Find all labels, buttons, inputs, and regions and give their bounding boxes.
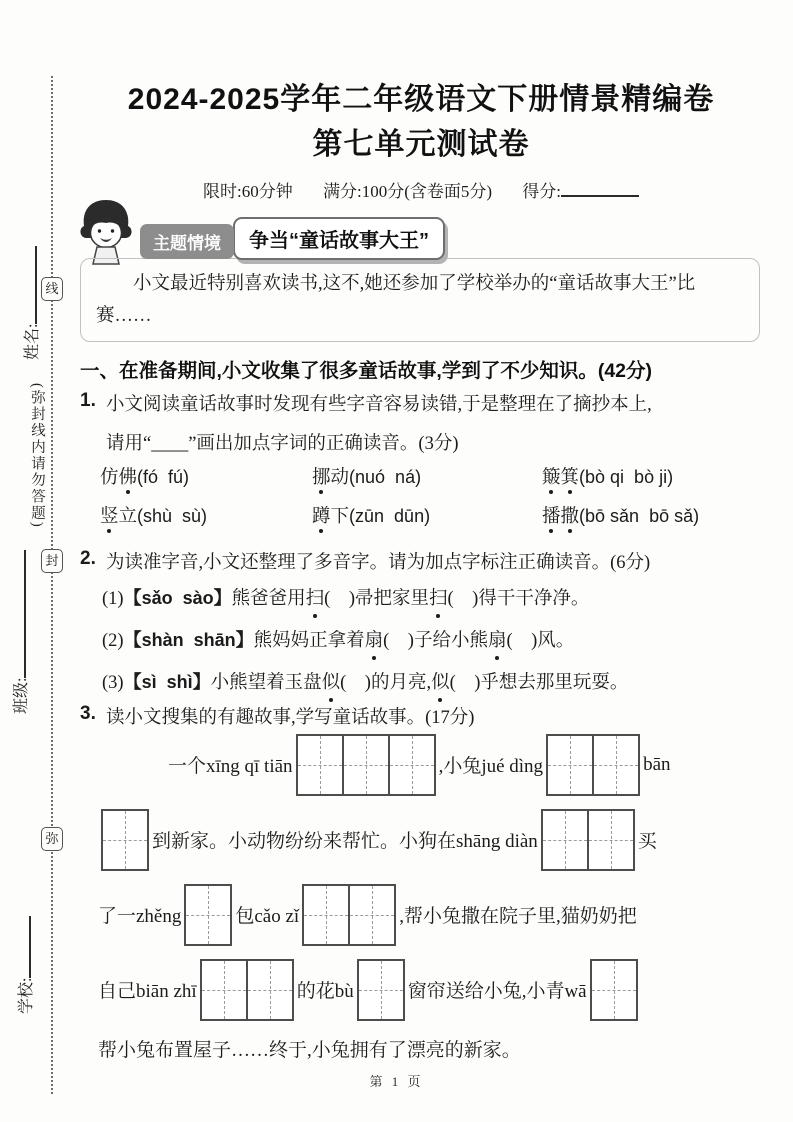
dotted-char: 蹲: [312, 502, 331, 528]
word-pinyin: (bō sǎn bō sǎ): [579, 506, 700, 526]
polyphone-item: [102, 585, 762, 613]
name-blank: [22, 246, 37, 324]
writing-grid-1: [357, 959, 405, 1021]
item-sentence: 小熊望着玉盘似( )的月亮,似( )乎想去那里玩耍。: [211, 673, 629, 693]
pinyin-word: [542, 502, 699, 528]
dotted-char: 播: [542, 502, 561, 528]
dotted-char: 佛: [119, 463, 138, 489]
dotted-char: 挪: [312, 463, 331, 489]
grid-cell: [592, 961, 636, 1019]
writing-grid-1: [101, 809, 149, 871]
class-label: 班级:: [13, 677, 30, 714]
story-text: 帮小兔布置屋子……终于,小兔拥有了漂亮的新家。: [98, 1039, 521, 1061]
writing-grid-2: [200, 959, 294, 1021]
story-line: [168, 727, 766, 802]
question-3: [80, 703, 474, 729]
scenario-intro-box: [80, 258, 760, 342]
story-line: [98, 877, 766, 952]
item-number: (2): [102, 631, 124, 651]
time-limit: 限时:60分钟: [202, 182, 293, 201]
grid-cell: [202, 961, 248, 1019]
word-hanzi: [542, 468, 579, 488]
question-1: [80, 390, 652, 416]
school-field: [13, 916, 36, 1014]
word-hanzi: 蹲下: [312, 507, 349, 527]
seal-notice: (弥封线内请勿答题): [29, 383, 45, 529]
polyphone-items: [102, 585, 762, 711]
item-sentence: 熊爸爸用扫( )帚把家里扫( )得干干净净。: [232, 589, 590, 609]
story-text: 到新家。小动物纷纷来帮忙。小狗在shāng diàn: [152, 831, 538, 852]
class-field: [8, 550, 31, 714]
writing-grid-3: [296, 734, 436, 796]
question-text: 为读准字音,小文还整理了多音字。请为加点字标注正确读音。(6分): [106, 553, 651, 573]
school-blank: [16, 916, 31, 978]
writing-grid-2: [546, 734, 640, 796]
score-blank: [561, 182, 639, 197]
school-label: 学校:: [18, 977, 35, 1014]
pinyin-word: [100, 463, 312, 489]
pinyin-word: [100, 502, 312, 528]
grid-cell: [594, 736, 638, 794]
dotted-char: 簸: [542, 463, 561, 489]
section-heading: 一、在准备期间,小文收集了很多童话故事,学到了不少知识。(42分): [80, 360, 653, 382]
pinyin-word-row: [100, 502, 760, 528]
word-hanzi: 挪动: [312, 468, 349, 488]
writing-grid-2: [541, 809, 635, 871]
writing-grid-1: [184, 884, 232, 946]
dotted-char: 扇: [365, 628, 384, 655]
dotted-char: 扫: [429, 586, 448, 613]
full-score: 满分:100分(含卷面5分): [322, 182, 493, 201]
story-text: 包cǎo zǐ: [235, 906, 300, 927]
grid-cell: [186, 886, 230, 944]
question-text: 读小文搜集的有趣故事,学写童话故事。(17分): [106, 708, 475, 728]
seal-char-box: [41, 277, 63, 301]
pinyin-word-list: [100, 463, 760, 541]
story-text: ,帮小兔撒在院子里,猫奶奶把: [399, 906, 637, 927]
story-line: [98, 802, 766, 877]
paper-title-line2: 第七单元测试卷: [312, 128, 530, 161]
word-pinyin: (fó fú): [137, 467, 190, 487]
story-text: 窗帘送给小兔,小青wā: [407, 981, 587, 1002]
dotted-char: 似: [322, 670, 341, 697]
question-2: [80, 548, 650, 574]
seal-char: 封: [45, 553, 59, 568]
question-number: 3.: [80, 703, 96, 724]
theme-badge: 主题情境: [140, 224, 234, 259]
word-pinyin: (nuó ná): [349, 467, 422, 487]
grid-cell: [248, 961, 292, 1019]
dotted-char: 撒: [561, 502, 580, 528]
seal-dotted-line: [51, 76, 53, 1094]
story-text: 的花bù: [296, 981, 354, 1002]
grid-cell: [344, 736, 390, 794]
polyphone-item: [102, 669, 762, 697]
story-fill-in: [98, 727, 766, 1069]
word-hanzi: [542, 507, 579, 527]
dotted-char: 扫: [306, 586, 325, 613]
word-pinyin: (shù sù): [137, 506, 208, 526]
question-number: 2.: [80, 548, 96, 569]
exam-info-line: [80, 177, 762, 202]
story-line: [98, 1027, 766, 1069]
word-hanzi: 竖立: [100, 507, 137, 527]
name-field: [19, 246, 42, 360]
grid-cell: [359, 961, 403, 1019]
word-pinyin: (zūn dūn): [349, 506, 431, 526]
seal-char: 弥: [45, 831, 59, 846]
writing-grid-2: [302, 884, 396, 946]
pinyin-options: 【shàn shān】: [123, 630, 254, 650]
writing-grid-1: [590, 959, 638, 1021]
class-blank: [11, 550, 26, 678]
story-text: 一个xīng qī tiān: [168, 756, 293, 777]
theme-title: 争当“童话故事大王”: [233, 217, 445, 260]
dotted-char: 扇: [488, 628, 507, 655]
grid-cell: [103, 811, 147, 869]
paper-title-line1: 2024-2025学年二年级语文下册情景精编卷: [127, 83, 715, 116]
item-number: (1): [102, 589, 124, 609]
story-text: bān: [643, 753, 671, 775]
grid-cell: [543, 811, 589, 869]
grid-cell: [390, 736, 434, 794]
word-hanzi: 仿佛: [100, 468, 137, 488]
name-label: 姓名:: [24, 323, 41, 360]
question-number: 1.: [80, 390, 96, 411]
item-sentence: 熊妈妈正拿着扇( )子给小熊扇( )风。: [254, 631, 575, 651]
score-label: 得分:: [522, 182, 561, 201]
grid-cell: [350, 886, 394, 944]
story-text: 了一zhěng: [98, 906, 182, 927]
grid-cell: [304, 886, 350, 944]
pinyin-word: [312, 463, 542, 489]
grid-cell: [298, 736, 344, 794]
question-text: 小文阅读童话故事时发现有些字音容易读错,于是整理在了摘抄本上,: [106, 395, 652, 415]
story-text: 自己biān zhī: [98, 981, 197, 1002]
polyphone-item: [102, 627, 762, 655]
item-number: (3): [102, 673, 124, 693]
dotted-char: 似: [431, 670, 450, 697]
seal-char: 线: [45, 281, 59, 296]
page-number: 第 1 页: [369, 1074, 424, 1089]
story-text: ,小兔jué dìng: [438, 756, 544, 777]
question-1-line2: 请用“____”画出加点字词的正确读音。(3分): [106, 434, 459, 454]
pinyin-word: [542, 463, 673, 489]
seal-char-box: [41, 827, 63, 851]
dotted-char: 竖: [100, 502, 119, 528]
pinyin-word: [312, 502, 542, 528]
pinyin-options: 【sì shì】: [123, 672, 211, 692]
seal-char-box: [41, 549, 63, 573]
pinyin-options: 【sǎo sào】: [123, 588, 232, 608]
story-line: [98, 952, 766, 1027]
scenario-intro-text: 小文最近特别喜欢读书,这不,她还参加了学校举办的“童话故事大王”比赛……: [96, 274, 696, 326]
grid-cell: [589, 811, 633, 869]
story-text: 买: [637, 831, 657, 852]
pinyin-word-row: [100, 463, 760, 489]
dotted-char: 箕: [561, 463, 580, 489]
word-pinyin: (bò qi bò ji): [579, 467, 674, 487]
grid-cell: [548, 736, 594, 794]
